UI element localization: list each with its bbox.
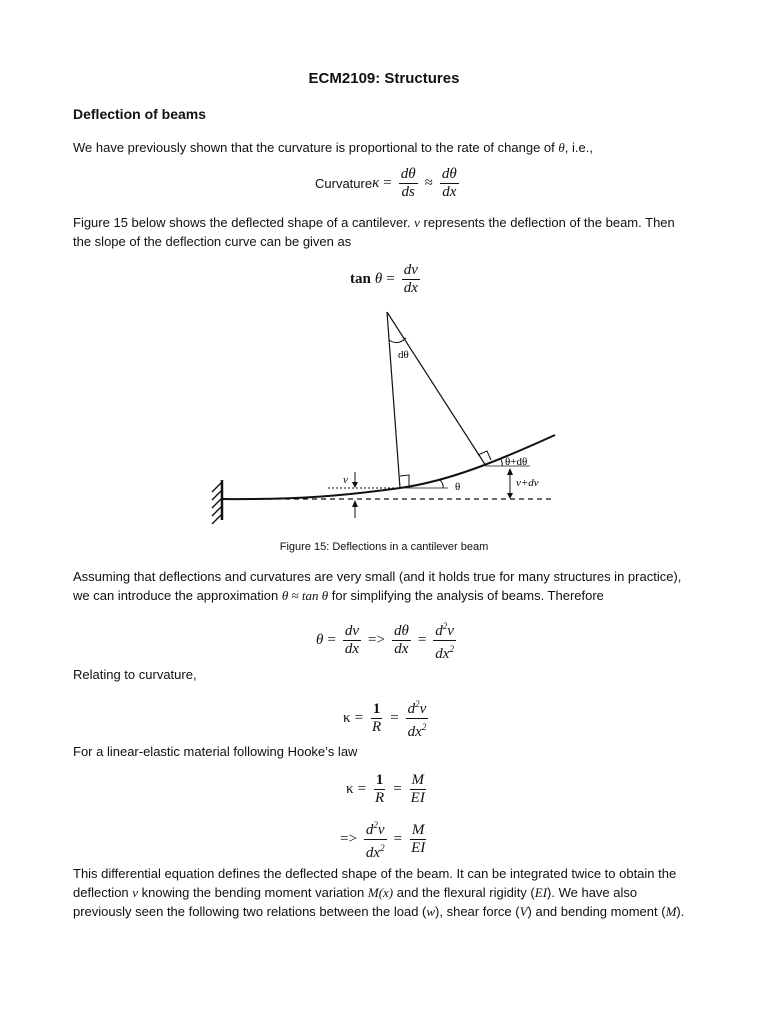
v-arrowhead-bottom: [352, 500, 358, 507]
vdv-label: v+dv: [516, 477, 539, 489]
numerator: 1: [375, 772, 384, 788]
inline-math: θ ≈ tan θ: [281, 588, 329, 603]
denominator: ds: [401, 184, 415, 200]
fraction: [409, 822, 427, 857]
radius-line-2: [387, 312, 486, 466]
fraction: [370, 701, 383, 736]
equals-sign: =: [393, 831, 403, 847]
denominator: dx: [394, 641, 409, 657]
implies-sign: =>: [368, 632, 385, 648]
numerator: [433, 618, 456, 641]
fraction: [373, 772, 386, 807]
equation-tan: [350, 262, 423, 297]
v-arrowhead-top: [352, 482, 358, 488]
text-span: for simplifying the analysis of beams. Therefore: [328, 588, 604, 603]
fraction: [406, 696, 429, 741]
paragraph-relating: Relating to curvature,: [73, 667, 197, 682]
numerator: M: [411, 822, 425, 838]
wall-hatching: [212, 482, 222, 524]
equals-sign: =: [327, 632, 336, 648]
text-span: knowing the bending moment variation: [138, 885, 368, 900]
denominator: [433, 641, 456, 663]
denominator: dx: [442, 184, 457, 200]
text-span: and the flexural rigidity (: [393, 885, 535, 900]
page-title: ECM2109: Structures: [308, 70, 460, 87]
text-line: the slope of the deflection curve can be given as: [73, 234, 352, 249]
fraction: [343, 623, 361, 658]
equation-kappa-2: [346, 772, 430, 807]
implies-sign: =>: [340, 831, 357, 847]
vdv-arrowhead-bottom: [507, 493, 513, 499]
equals-sign: =: [417, 632, 427, 648]
theta-label: θ: [455, 481, 461, 493]
fraction: [402, 262, 420, 297]
numerator: dv: [344, 623, 360, 639]
fraction: [399, 166, 418, 201]
radius-line-1: [387, 312, 400, 488]
superscript: 2: [449, 644, 454, 654]
equation-kappa-1: [343, 696, 431, 741]
denominator: R: [375, 790, 385, 806]
v-symbol: v: [132, 885, 139, 900]
kappa-symbol: κ: [343, 710, 351, 726]
fraction: [433, 618, 456, 663]
denominator: dx: [344, 641, 360, 657]
tan-function: tan: [350, 271, 371, 287]
fraction: [440, 166, 459, 201]
equals-sign: =: [383, 175, 392, 191]
equals-sign: =: [354, 710, 364, 726]
flexural-rigidity: EI: [534, 885, 548, 900]
text-span: previously seen the following two relations between the load (: [73, 904, 427, 919]
text-line: [73, 213, 703, 232]
cantilever-figure: [0, 300, 768, 530]
denominator: EI: [410, 790, 425, 806]
text-line: [73, 586, 703, 605]
numerator: [364, 817, 387, 840]
denominator: EI: [411, 840, 426, 856]
numerator: dθ: [400, 166, 416, 182]
paragraph-differential-equation: [73, 864, 703, 921]
fraction: [409, 772, 427, 807]
text-span: represents the deflection of the beam. Then: [419, 215, 675, 230]
paragraph-assumption: [73, 567, 703, 605]
section-heading: Deflection of beams: [73, 106, 207, 122]
fraction: [392, 623, 411, 658]
text-line: [73, 902, 703, 921]
text-line: [73, 883, 703, 902]
equals-sign: =: [393, 781, 402, 797]
text-span: , i.e.,: [564, 140, 593, 155]
numerator: dθ: [441, 166, 457, 182]
text-line: Assuming that deflections and curvatures are very small (and it holds true for many structures in practice),: [73, 569, 682, 584]
paragraph-figure-intro: [73, 213, 703, 251]
v-symbol: v: [377, 822, 385, 838]
equation-final: [340, 817, 430, 862]
equation-curvature: [315, 166, 462, 201]
superscript: 2: [421, 722, 427, 732]
theta-symbol: θ: [374, 271, 383, 287]
theta-dtheta-arc: [500, 458, 502, 466]
equation-theta: [316, 618, 459, 663]
theta-symbol: θ: [558, 140, 565, 155]
superscript: 2: [373, 820, 378, 830]
dx-symbol: dx: [365, 845, 381, 861]
equals-sign: =: [390, 710, 399, 726]
denominator: R: [372, 719, 382, 735]
equation-label: Curvature: [315, 176, 373, 191]
equals-sign: =: [357, 781, 367, 797]
moment-symbol: M: [665, 904, 677, 919]
figure-caption: Figure 15: Deflections in a cantilever beam: [279, 541, 489, 553]
approx-sign: ≈: [424, 175, 433, 191]
text-span: ).: [676, 904, 685, 919]
moment-function: M(x): [367, 885, 394, 900]
d-symbol: d: [365, 822, 374, 838]
dx-symbol: dx: [407, 724, 422, 740]
right-angle-marker-1: [400, 475, 409, 486]
denominator: dx: [403, 280, 418, 296]
v-symbol: v: [447, 623, 454, 639]
d-symbol: d: [407, 701, 416, 717]
theta-symbol: θ: [316, 632, 324, 648]
text-span: We have previously shown that the curvature is proportional to the rate of change of: [73, 140, 559, 155]
d-symbol: d: [435, 623, 443, 639]
shear-symbol: V: [519, 904, 528, 919]
numerator: M: [411, 772, 424, 788]
paragraph-curvature-intro: [73, 138, 703, 157]
text-span: ) and bending moment (: [527, 904, 666, 919]
text-line: This differential equation defines the deflected shape of the beam. It can be integrated twice to obtain the: [73, 866, 677, 881]
v-symbol: v: [414, 215, 420, 230]
text-span: Figure 15 below shows the deflected shape of a cantilever.: [73, 215, 415, 230]
theta-dtheta-label: θ+dθ: [505, 456, 528, 468]
denominator: [364, 840, 387, 862]
numerator: 1: [372, 701, 381, 717]
dx-symbol: dx: [435, 646, 450, 662]
denominator: [406, 719, 429, 741]
text-span: ). We have also: [547, 885, 638, 900]
superscript: 2: [380, 843, 385, 853]
vdv-arrowhead-top: [507, 468, 513, 475]
numerator: [406, 696, 429, 719]
paragraph-hooke: For a linear-elastic material following Hooke’s law: [73, 744, 358, 759]
theta-arc: [440, 480, 443, 488]
text-span: ), shear force (: [435, 904, 520, 919]
fraction: [364, 817, 387, 862]
numerator: dv: [403, 262, 418, 278]
v-symbol: v: [419, 701, 427, 717]
kappa-symbol: κ: [346, 781, 354, 797]
equals-sign: =: [386, 271, 395, 287]
superscript: 2: [415, 699, 420, 709]
kappa-symbol: κ: [372, 175, 380, 191]
superscript: 2: [442, 621, 448, 631]
text-span: deflection: [73, 885, 133, 900]
numerator: dθ: [393, 623, 409, 639]
v-label: v: [343, 474, 348, 486]
load-symbol: w: [426, 904, 436, 919]
dtheta-label: dθ: [398, 349, 409, 361]
text-span: we can introduce the approximation: [73, 588, 282, 603]
